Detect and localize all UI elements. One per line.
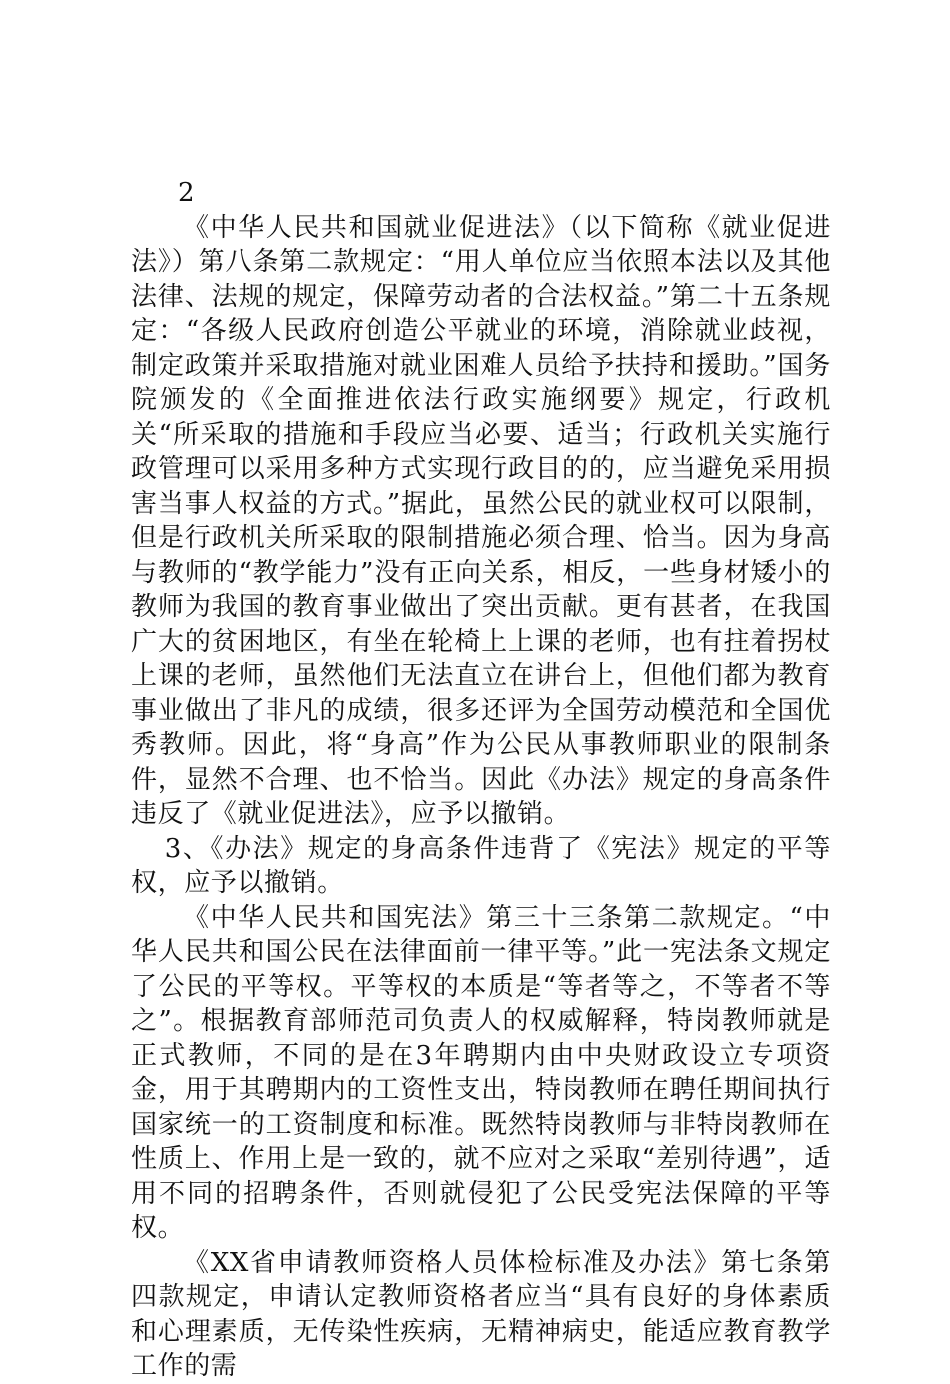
paragraph-heading-equality-right: 3、《办法》规定的身高条件违背了《宪法》规定的平等权，应予以撤销。 <box>131 833 831 898</box>
page-number: 2 <box>178 178 196 208</box>
paragraph-constitution-article-33: 《中华人民共和国宪法》第三十三条第二款规定。“中华人民共和国公民在法律面前一律平等。”此一宪法条文规定了公民的平等权。平等权的本质是“等者等之，不等者不等之”。根据教育部师范司负责人的权威解释，特岗教师就是正式教师，不同的是在3年聘期内由中央财政设立专项资金，用于其聘期内的工资性支出，特岗教师在聘任期间执行国家统一的工资制度和标准。既然特岗教师与非特岗教师在性质上、作用上是一致的，就不应对之采取“差别待遇”，适用不同的招聘条件，否则就侵犯了公民受宪法保障的平等权。 <box>131 902 831 1243</box>
document-body <box>131 176 831 1384</box>
paragraph-employment-promotion-law: 《中华人民共和国就业促进法》（以下简称《就业促进法》）第八条第二款规定：“用人单位应当依照本法以及其他法律、法规的规定，保障劳动者的合法权益。”第二十五条规定：“各级人民政府创造公平就业的环境，消除就业歧视，制定政策并采取措施对就业困难人员给予扶持和援助。”国务院颁发的《全面推进依法行政实施纲要》规定，行政机关“所采取的措施和手段应当必要、适当；行政机关实施行政管理可以采用多种方式实现行政目的的，应当避免采用损害当事人权益的方式。”据此，虽然公民的就业权可以限制，但是行政机关所采取的限制措施必须合理、恰当。因为身高与教师的“教学能力”没有正向关系，相反，一些身材矮小的教师为我国的教育事业做出了突出贡献。更有甚者，在我国广大的贫困地区，有坐在轮椅上上课的老师，也有拄着拐杖上课的老师，虽然他们无法直立在讲台上，但他们都为教育事业做出了非凡的成绩，很多还评为全国劳动模范和全国优秀教师。因此，将“身高”作为公民从事教师职业的限制条件，显然不合理、也不恰当。因此《办法》规定的身高条件违反了《就业促进法》，应予以撤销。 <box>131 212 831 829</box>
paragraph-provincial-health-standard: 《XX省申请教师资格人员体检标准及办法》第七条第四款规定，申请认定教师资格者应当“具有良好的身体素质和心理素质，无传染性疾病，无精神病史，能适应教育教学工作的需 <box>131 1247 831 1381</box>
